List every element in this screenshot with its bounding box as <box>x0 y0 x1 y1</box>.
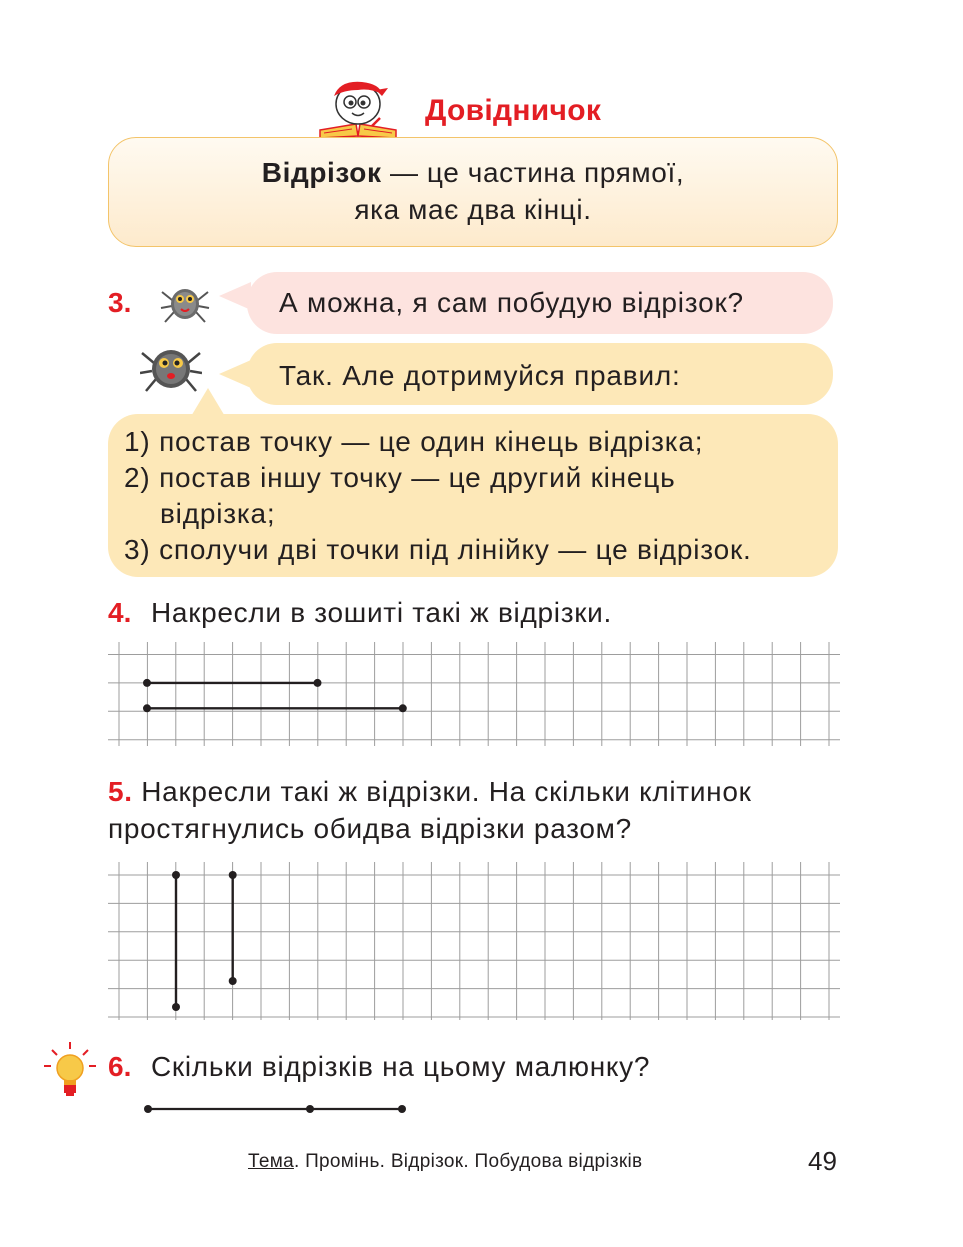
bubble-question-text: А можна, я сам побудую відрізок? <box>279 287 744 318</box>
page-number: 49 <box>808 1146 837 1176</box>
segment-endpoint <box>172 1003 180 1011</box>
segment-endpoint <box>229 977 237 985</box>
grid-task5 <box>108 862 840 1020</box>
bubble-answer-text: Так. Але дотримуйся правил: <box>279 360 681 391</box>
task6-text: Скільки відрізків на цьому малюнку? <box>151 1051 651 1082</box>
task6-number: 6. <box>108 1051 132 1082</box>
segment-endpoint <box>399 704 407 712</box>
spider-icon <box>140 341 202 395</box>
footer-topic-label: Тема <box>248 1151 294 1172</box>
speech-bubble-tail <box>219 282 251 310</box>
task5-number: 5. <box>108 776 133 807</box>
footer-topic <box>248 1151 642 1173</box>
segment-point <box>306 1105 314 1113</box>
task4-text: Накресли в зошиті такі ж відрізки. <box>151 597 612 628</box>
task5-text-1: Накресли такі ж відрізки. На скільки клітинок <box>141 776 752 807</box>
segment-endpoint <box>143 679 151 687</box>
task5-line1 <box>108 776 840 808</box>
rule-1: 1) постав точку — це один кінець відрізка; <box>124 426 704 457</box>
footer-topic-text: . Промінь. Відрізок. Побудова відрізків <box>293 1151 643 1172</box>
segment-endpoint <box>143 704 151 712</box>
reference-title: Довідничок <box>425 94 602 127</box>
rule-2: 2) постав іншу точку — це другий кінець <box>124 462 676 493</box>
definition-term: Відрізок <box>261 157 382 188</box>
definition-line2: яка має два кінці. <box>354 194 592 225</box>
speech-bubble-tail <box>219 360 251 388</box>
grid-task4 <box>108 642 840 746</box>
definition-text <box>108 154 838 228</box>
rule-3: 3) сполучи дві точки під лінійку — це відрізок. <box>124 534 752 565</box>
segment-endpoint <box>314 679 322 687</box>
task3-number: 3. <box>108 287 132 318</box>
light-bulb-icon <box>42 1040 98 1100</box>
spider-icon <box>160 280 210 326</box>
rules-box-tail <box>190 388 226 418</box>
definition-rest: — це частина прямої, <box>381 157 685 188</box>
segment-endpoint <box>229 871 237 879</box>
rule-2-continued: відрізка; <box>160 498 276 529</box>
boy-reading-book-icon <box>318 78 398 140</box>
task6-segments <box>140 1100 415 1118</box>
task4-number: 4. <box>108 597 132 628</box>
segment-endpoint <box>172 871 180 879</box>
segment-point <box>398 1105 406 1113</box>
task5-line2: простягнулись обидва відрізки разом? <box>108 813 632 844</box>
segment-point <box>144 1105 152 1113</box>
